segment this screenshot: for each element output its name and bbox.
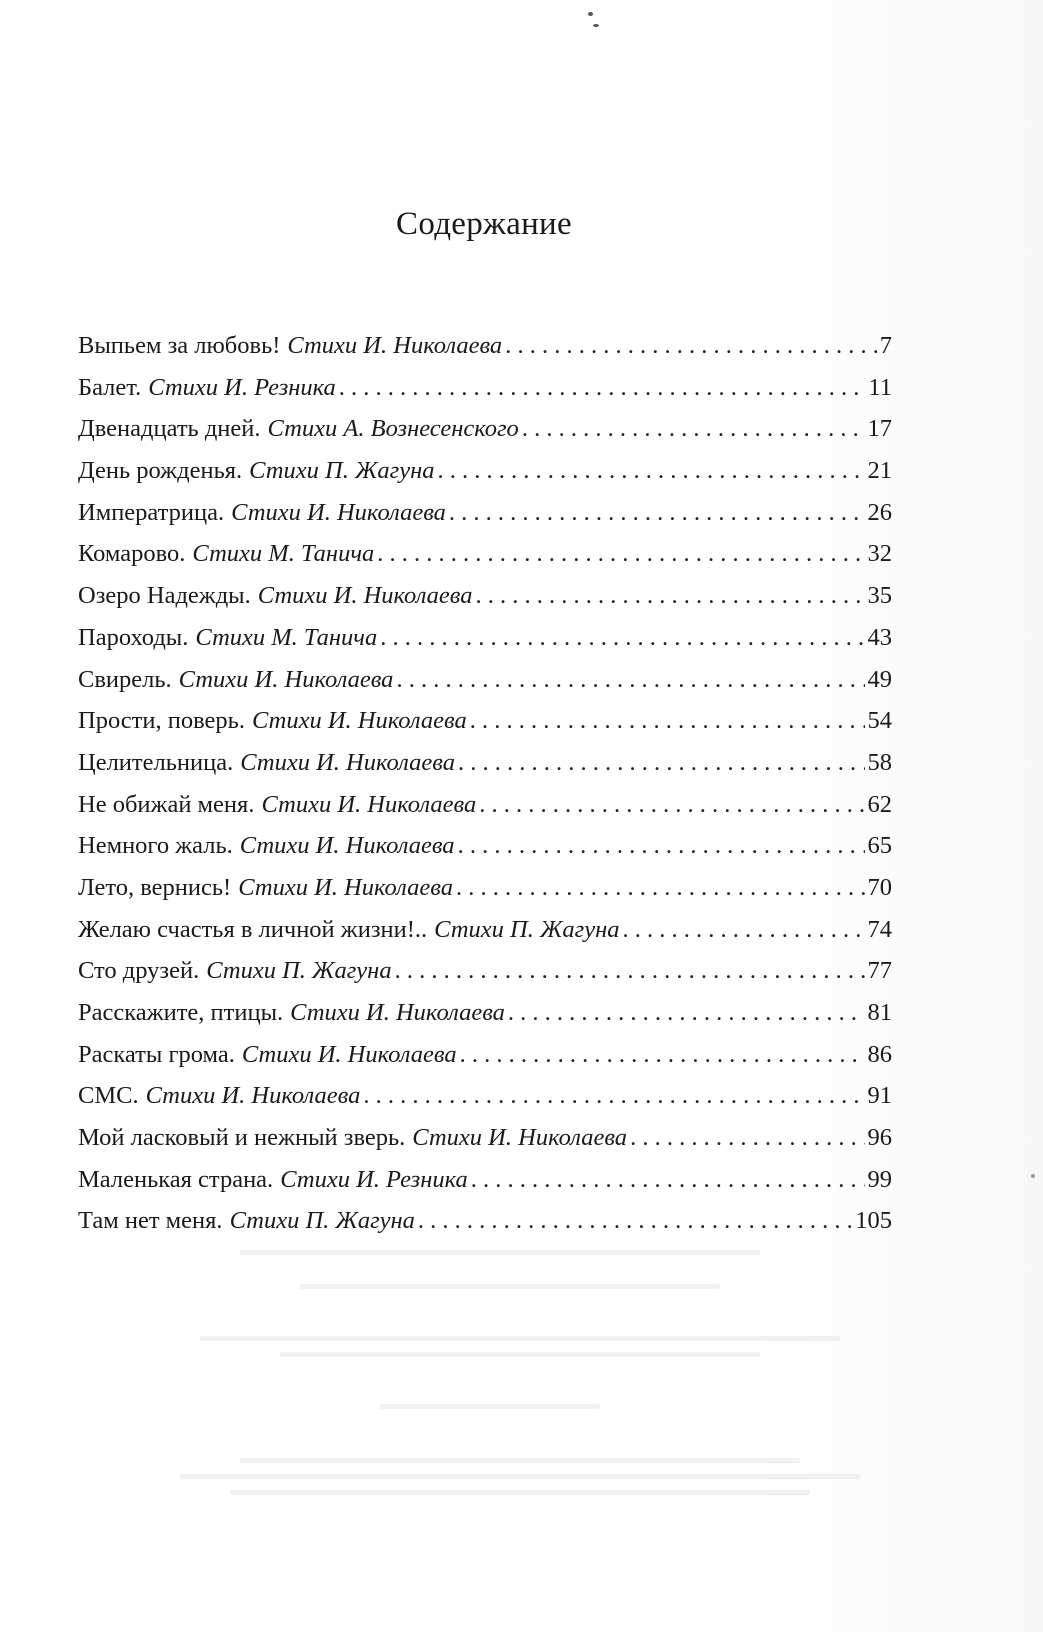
bleed-through-line xyxy=(380,1404,600,1409)
toc-song-title: День рожденья. xyxy=(78,457,243,485)
dot-leader xyxy=(396,666,864,694)
toc-author: Стихи И. Николаева xyxy=(240,748,455,776)
scan-speck xyxy=(588,12,593,16)
toc-page-number: 91 xyxy=(867,1082,892,1110)
toc-entry xyxy=(78,499,892,541)
toc-author: Стихи М. Танича xyxy=(192,540,375,568)
toc-entry xyxy=(78,540,892,582)
toc-song-title: СМС. xyxy=(78,1082,139,1110)
toc-song-title: Немного жаль. xyxy=(78,832,233,860)
toc-entry xyxy=(78,582,892,624)
toc-entry xyxy=(78,1166,892,1208)
toc-entry xyxy=(78,1207,892,1249)
toc-song-title: Там нет меня. xyxy=(78,1207,223,1235)
dot-leader xyxy=(380,624,864,652)
toc-song-title: Выпьем за любовь! xyxy=(78,332,281,359)
dot-leader xyxy=(470,707,865,735)
toc-page-number: 65 xyxy=(867,832,892,860)
toc-author: Стихи И. Николаева xyxy=(239,832,455,860)
toc-author: Стихи И. Николаева xyxy=(145,1082,361,1110)
toc-author: Стихи И. Резника xyxy=(148,373,336,401)
toc-page-number: 74 xyxy=(867,915,892,943)
toc-page-number: 32 xyxy=(867,540,892,568)
toc-entry xyxy=(78,457,892,499)
toc-song-title: Целительница. xyxy=(78,748,234,776)
bleed-through-line xyxy=(280,1352,760,1357)
dot-leader xyxy=(471,1166,865,1194)
dot-leader xyxy=(630,1124,864,1152)
toc-page-number: 43 xyxy=(867,623,892,651)
toc-page-number: 70 xyxy=(867,873,892,901)
dot-leader xyxy=(418,1207,852,1235)
toc-author: Стихи И. Николаева xyxy=(241,1040,457,1068)
toc-song-title: Мой ласковый и нежный зверь. xyxy=(78,1124,406,1152)
toc-entry xyxy=(78,874,892,916)
scan-speck xyxy=(593,24,599,27)
toc-entry xyxy=(78,624,892,666)
page-title: Содержание xyxy=(396,206,572,242)
toc-song-title: Желаю счастья в личной жизни!.. xyxy=(78,915,428,943)
toc-page-number: 58 xyxy=(867,748,892,776)
toc-author: Стихи М. Танича xyxy=(195,623,378,651)
toc-entry xyxy=(78,707,892,749)
toc-song-title: Не обижай меня. xyxy=(78,790,255,818)
dot-leader xyxy=(476,582,865,610)
toc-page-number: 96 xyxy=(867,1124,892,1152)
toc-page-number: 99 xyxy=(867,1165,892,1193)
bleed-through-line xyxy=(240,1458,800,1463)
bleed-through-line xyxy=(300,1284,720,1289)
dot-leader xyxy=(508,999,865,1027)
toc-entry xyxy=(78,415,892,457)
toc-entry xyxy=(78,791,892,833)
bleed-through-line xyxy=(200,1336,840,1341)
toc-author: Стихи И. Резника xyxy=(280,1165,468,1193)
toc-page-number: 81 xyxy=(867,999,892,1026)
toc-author: Стихи И. Николаева xyxy=(287,332,503,359)
toc-author: Стихи П. Жагуна xyxy=(206,957,392,985)
toc-author: Стихи И. Николаева xyxy=(290,999,505,1026)
dot-leader xyxy=(479,791,864,819)
dot-leader xyxy=(522,415,865,443)
dot-leader xyxy=(339,374,866,402)
toc-page-number: 62 xyxy=(867,790,892,818)
toc-song-title: Расскажите, птицы. xyxy=(78,999,284,1026)
toc-author: Стихи И. Николаева xyxy=(257,582,473,610)
toc-song-title: Сто друзей. xyxy=(78,957,200,985)
toc-entry xyxy=(78,1082,892,1124)
toc-entry xyxy=(78,374,892,416)
dot-leader xyxy=(623,916,865,944)
toc-song-title: Лето, вернись! xyxy=(78,873,232,901)
dot-leader xyxy=(505,332,877,360)
toc-song-title: Маленькая страна. xyxy=(78,1165,274,1193)
toc-page-number: 105 xyxy=(855,1207,892,1235)
toc-author: Стихи И. Николаева xyxy=(238,873,453,901)
toc-entry xyxy=(78,332,892,374)
toc-song-title: Двенадцать дней. xyxy=(78,415,261,443)
dot-leader xyxy=(449,499,865,527)
toc-song-title: Прости, поверь. xyxy=(78,707,245,735)
bleed-through-line xyxy=(240,1250,760,1255)
scan-speck xyxy=(1031,1174,1035,1178)
toc-entry xyxy=(78,666,892,708)
toc-song-title: Пароходы. xyxy=(78,623,189,651)
toc-entry xyxy=(78,1124,892,1166)
toc-page-number: 86 xyxy=(867,1040,892,1068)
toc-page-number: 17 xyxy=(867,415,892,443)
toc-entry xyxy=(78,832,892,874)
toc-page-number: 54 xyxy=(867,707,892,735)
toc-page-number: 49 xyxy=(867,665,892,693)
toc-author: Стихи П. Жагуна xyxy=(249,457,435,485)
bleed-through-line xyxy=(180,1474,860,1479)
toc-entry xyxy=(78,957,892,999)
toc-song-title: Комарово. xyxy=(78,540,186,568)
dot-leader xyxy=(377,540,864,568)
toc-page-number: 11 xyxy=(868,373,892,401)
toc-author: Стихи И. Николаева xyxy=(231,498,446,526)
toc-author: Стихи И. Николаева xyxy=(178,665,394,693)
toc-page-number: 35 xyxy=(867,582,892,610)
toc-page-number: 7 xyxy=(879,332,892,359)
dot-leader xyxy=(438,457,865,485)
toc-page-number: 77 xyxy=(867,957,892,985)
dot-leader xyxy=(395,957,865,985)
toc-entry xyxy=(78,916,892,958)
bleed-through-line xyxy=(230,1490,810,1495)
table-of-contents xyxy=(78,332,892,1249)
toc-page-number: 26 xyxy=(867,498,892,526)
dot-leader xyxy=(460,1041,865,1069)
toc-song-title: Балет. xyxy=(78,373,142,401)
dot-leader xyxy=(363,1082,864,1110)
toc-author: Стихи И. Николаева xyxy=(251,707,467,735)
toc-song-title: Императрица. xyxy=(78,498,225,526)
toc-page-number: 21 xyxy=(867,457,892,485)
toc-song-title: Свирель. xyxy=(78,665,172,693)
dot-leader xyxy=(458,832,865,860)
toc-author: Стихи И. Николаева xyxy=(261,790,477,818)
toc-author: Стихи А. Вознесенского xyxy=(267,415,519,443)
toc-entry xyxy=(78,749,892,791)
toc-song-title: Озеро Надежды. xyxy=(78,582,251,610)
toc-song-title: Раскаты грома. xyxy=(78,1040,235,1068)
toc-entry xyxy=(78,999,892,1041)
toc-author: Стихи П. Жагуна xyxy=(229,1207,415,1235)
toc-author: Стихи И. Николаева xyxy=(412,1124,628,1152)
toc-entry xyxy=(78,1041,892,1083)
dot-leader xyxy=(458,749,865,777)
toc-author: Стихи П. Жагуна xyxy=(434,915,620,943)
dot-leader xyxy=(456,874,865,902)
